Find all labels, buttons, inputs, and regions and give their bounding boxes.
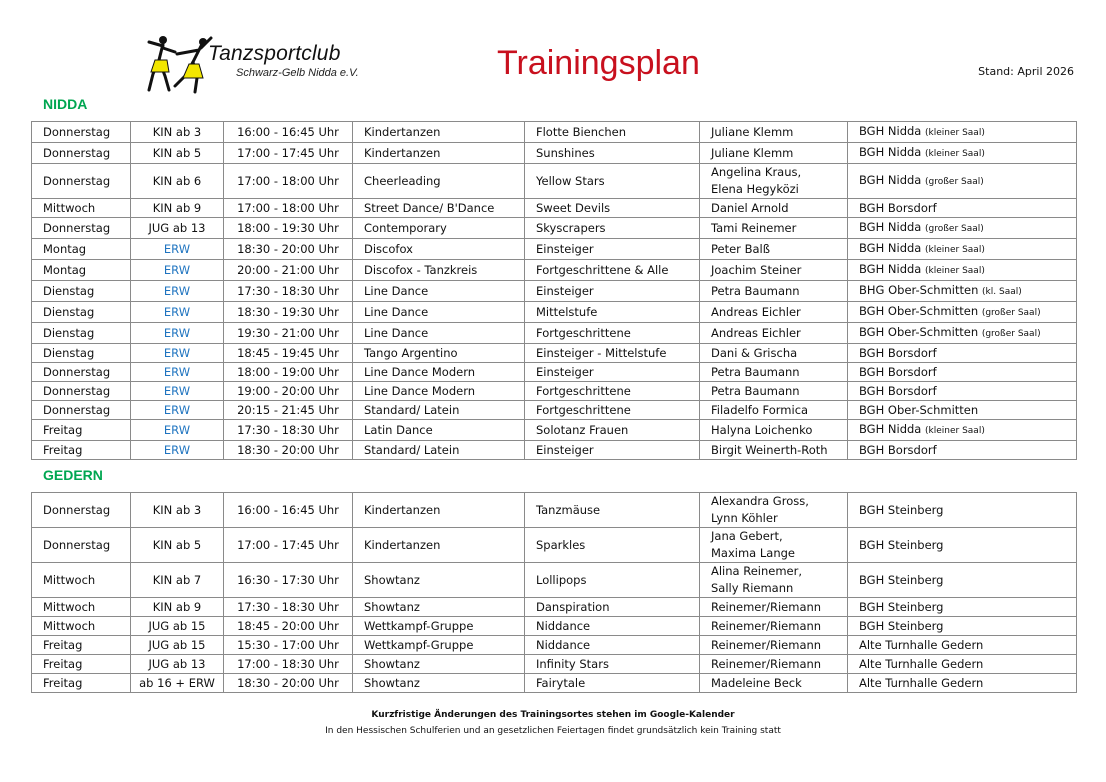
table-row — [32, 617, 1077, 636]
group-cell: ERW — [131, 441, 224, 460]
location-name: BGH Ober-Schmitten — [859, 403, 979, 417]
footer-note-changes: Kurzfristige Änderungen des Trainingsortes stehen im Google-Kalender — [371, 710, 735, 720]
day-cell: Mittwoch — [32, 598, 131, 617]
table-row — [32, 323, 1077, 344]
group-cell: KIN ab 6 — [131, 164, 224, 199]
style-cell: Latin Dance — [353, 420, 525, 441]
day-cell: Donnerstag — [32, 401, 131, 420]
trainer-line: Lynn Köhler — [711, 511, 778, 525]
stand-date: Stand: April 2026 — [978, 65, 1074, 78]
location-name: BGH Borsdorf — [859, 443, 937, 457]
location-name: BGH Steinberg — [859, 538, 944, 552]
time-cell: 16:00 - 16:45 Uhr — [224, 493, 353, 528]
section-heading-nidda: NIDDA — [43, 96, 88, 112]
style-cell: Line Dance — [353, 281, 525, 302]
group-name-cell: Infinity Stars — [525, 655, 700, 674]
location-name: BGH Nidda — [859, 220, 922, 234]
time-cell: 17:00 - 17:45 Uhr — [224, 143, 353, 164]
group-name-cell: Flotte Bienchen — [525, 122, 700, 143]
trainer-cell: Reinemer/Riemann — [700, 655, 848, 674]
day-cell: Dienstag — [32, 281, 131, 302]
group-cell: JUG ab 15 — [131, 636, 224, 655]
time-cell: 18:30 - 20:00 Uhr — [224, 441, 353, 460]
group-name-cell: Lollipops — [525, 563, 700, 598]
time-cell: 17:00 - 18:30 Uhr — [224, 655, 353, 674]
day-cell: Freitag — [32, 441, 131, 460]
location-note: (großer Saal) — [981, 308, 1041, 318]
time-cell: 17:30 - 18:30 Uhr — [224, 281, 353, 302]
trainer-cell: Madeleine Beck — [700, 674, 848, 693]
trainer-cell: Petra Baumann — [700, 363, 848, 382]
day-cell: Donnerstag — [32, 122, 131, 143]
style-cell: Wettkampf-Gruppe — [353, 636, 525, 655]
location-cell — [848, 382, 1077, 401]
style-cell: Cheerleading — [353, 164, 525, 199]
nidda-schedule-table — [31, 121, 1077, 460]
location-name: BGH Steinberg — [859, 619, 944, 633]
table-row — [32, 598, 1077, 617]
table-row — [32, 401, 1077, 420]
day-cell: Freitag — [32, 420, 131, 441]
table-row — [32, 382, 1077, 401]
style-cell: Discofox — [353, 239, 525, 260]
day-cell: Montag — [32, 239, 131, 260]
location-name: Alte Turnhalle Gedern — [859, 676, 984, 690]
group-cell: ERW — [131, 281, 224, 302]
group-cell: ERW — [131, 382, 224, 401]
trainer-cell: Tami Reinemer — [700, 218, 848, 239]
group-name-cell: Niddance — [525, 617, 700, 636]
location-cell — [848, 199, 1077, 218]
day-cell: Dienstag — [32, 323, 131, 344]
style-cell: Showtanz — [353, 674, 525, 693]
group-name-cell: Tanzmäuse — [525, 493, 700, 528]
trainer-cell: Juliane Klemm — [700, 122, 848, 143]
trainer-cell: Filadelfo Formica — [700, 401, 848, 420]
time-cell: 20:15 - 21:45 Uhr — [224, 401, 353, 420]
style-cell: Wettkampf-Gruppe — [353, 617, 525, 636]
style-cell: Contemporary — [353, 218, 525, 239]
footer-note-holidays: In den Hessischen Schulferien und an gesetzlichen Feiertagen findet grundsätzlich kein Training statt — [325, 726, 781, 736]
day-cell: Freitag — [32, 636, 131, 655]
trainer-cell: Reinemer/Riemann — [700, 617, 848, 636]
table-row — [32, 363, 1077, 382]
location-cell — [848, 441, 1077, 460]
location-cell — [848, 617, 1077, 636]
gedern-schedule-table — [31, 492, 1077, 693]
trainer-line: Maxima Lange — [711, 546, 795, 560]
table-row — [32, 199, 1077, 218]
group-name-cell: Mittelstufe — [525, 302, 700, 323]
group-name-cell: Yellow Stars — [525, 164, 700, 199]
trainer-cell: Dani & Grischa — [700, 344, 848, 363]
trainer-cell: Juliane Klemm — [700, 143, 848, 164]
table-row — [32, 563, 1077, 598]
location-note: (kleiner Saal) — [925, 245, 985, 255]
trainer-line: Elena Hegyközi — [711, 182, 799, 196]
time-cell: 18:45 - 19:45 Uhr — [224, 344, 353, 363]
day-cell: Freitag — [32, 674, 131, 693]
day-cell: Mittwoch — [32, 617, 131, 636]
location-name: BGH Borsdorf — [859, 365, 937, 379]
group-cell: KIN ab 5 — [131, 528, 224, 563]
location-cell — [848, 363, 1077, 382]
style-cell: Standard/ Latein — [353, 441, 525, 460]
time-cell: 18:00 - 19:00 Uhr — [224, 363, 353, 382]
location-name: BGH Nidda — [859, 262, 922, 276]
location-cell — [848, 563, 1077, 598]
trainer-cell: Petra Baumann — [700, 281, 848, 302]
location-name: BGH Borsdorf — [859, 384, 937, 398]
trainer-cell — [700, 164, 848, 199]
location-cell — [848, 122, 1077, 143]
group-cell: ERW — [131, 239, 224, 260]
table-row — [32, 122, 1077, 143]
trainer-line: Alina Reinemer, — [711, 564, 803, 578]
location-name: BGH Nidda — [859, 241, 922, 255]
day-cell: Dienstag — [32, 344, 131, 363]
day-cell: Mittwoch — [32, 199, 131, 218]
location-note: (kleiner Saal) — [925, 266, 985, 276]
trainer-cell: Reinemer/Riemann — [700, 636, 848, 655]
group-name-cell: Fortgeschrittene — [525, 382, 700, 401]
style-cell: Standard/ Latein — [353, 401, 525, 420]
table-row — [32, 655, 1077, 674]
location-cell — [848, 239, 1077, 260]
group-cell: ERW — [131, 344, 224, 363]
trainer-cell: Daniel Arnold — [700, 199, 848, 218]
trainer-cell: Halyna Loichenko — [700, 420, 848, 441]
trainer-cell: Andreas Eichler — [700, 323, 848, 344]
group-cell: KIN ab 3 — [131, 493, 224, 528]
location-name: BHG Ober-Schmitten — [859, 283, 979, 297]
group-name-cell: Sparkles — [525, 528, 700, 563]
page-title: Trainingsplan — [497, 44, 700, 82]
location-note: (großer Saal) — [981, 329, 1041, 339]
trainer-cell — [700, 493, 848, 528]
time-cell: 18:30 - 19:30 Uhr — [224, 302, 353, 323]
group-name-cell: Einsteiger — [525, 363, 700, 382]
location-name: BGH Nidda — [859, 124, 922, 138]
style-cell: Kindertanzen — [353, 528, 525, 563]
location-cell — [848, 636, 1077, 655]
trainer-cell: Reinemer/Riemann — [700, 598, 848, 617]
trainer-line: Alexandra Gross, — [711, 494, 809, 508]
table-row — [32, 143, 1077, 164]
style-cell: Street Dance/ B'Dance — [353, 199, 525, 218]
group-cell: JUG ab 15 — [131, 617, 224, 636]
style-cell: Line Dance Modern — [353, 382, 525, 401]
location-cell — [848, 323, 1077, 344]
group-name-cell: Einsteiger — [525, 281, 700, 302]
group-cell: ERW — [131, 323, 224, 344]
location-name: BGH Ober-Schmitten — [859, 304, 979, 318]
group-name-cell: Fortgeschrittene & Alle — [525, 260, 700, 281]
location-note: (großer Saal) — [925, 224, 984, 234]
group-cell: JUG ab 13 — [131, 655, 224, 674]
group-name-cell: Sunshines — [525, 143, 700, 164]
location-note: (kl. Saal) — [982, 287, 1022, 297]
group-name-cell: Skyscrapers — [525, 218, 700, 239]
location-cell — [848, 218, 1077, 239]
style-cell: Showtanz — [353, 598, 525, 617]
style-cell: Discofox - Tanzkreis — [353, 260, 525, 281]
location-cell — [848, 401, 1077, 420]
location-name: BGH Steinberg — [859, 573, 944, 587]
style-cell: Line Dance — [353, 302, 525, 323]
time-cell: 17:00 - 18:00 Uhr — [224, 199, 353, 218]
location-cell — [848, 302, 1077, 323]
trainer-cell — [700, 528, 848, 563]
day-cell: Dienstag — [32, 302, 131, 323]
time-cell: 17:00 - 17:45 Uhr — [224, 528, 353, 563]
trainer-cell — [700, 563, 848, 598]
table-row — [32, 420, 1077, 441]
time-cell: 20:00 - 21:00 Uhr — [224, 260, 353, 281]
table-row — [32, 441, 1077, 460]
location-cell — [848, 493, 1077, 528]
location-name: BGH Borsdorf — [859, 201, 937, 215]
location-cell — [848, 598, 1077, 617]
trainer-cell: Andreas Eichler — [700, 302, 848, 323]
table-row — [32, 260, 1077, 281]
table-row — [32, 344, 1077, 363]
table-row — [32, 493, 1077, 528]
location-name: BGH Steinberg — [859, 600, 944, 614]
trainer-line: Angelina Kraus, — [711, 165, 802, 179]
group-cell: KIN ab 9 — [131, 199, 224, 218]
style-cell: Kindertanzen — [353, 122, 525, 143]
location-cell — [848, 260, 1077, 281]
group-cell: ab 16 + ERW — [131, 674, 224, 693]
group-name-cell: Einsteiger — [525, 239, 700, 260]
group-cell: ERW — [131, 260, 224, 281]
group-name-cell: Einsteiger — [525, 441, 700, 460]
group-name-cell: Niddance — [525, 636, 700, 655]
style-cell: Tango Argentino — [353, 344, 525, 363]
group-name-cell: Einsteiger - Mittelstufe — [525, 344, 700, 363]
day-cell: Donnerstag — [32, 493, 131, 528]
group-name-cell: Fortgeschrittene — [525, 401, 700, 420]
location-cell — [848, 655, 1077, 674]
group-cell: ERW — [131, 302, 224, 323]
day-cell: Donnerstag — [32, 218, 131, 239]
location-cell — [848, 344, 1077, 363]
table-row — [32, 218, 1077, 239]
time-cell: 17:30 - 18:30 Uhr — [224, 598, 353, 617]
style-cell: Line Dance — [353, 323, 525, 344]
group-cell: ERW — [131, 401, 224, 420]
trainer-line: Jana Gebert, — [711, 529, 783, 543]
location-note: (kleiner Saal) — [925, 128, 985, 138]
group-cell: KIN ab 9 — [131, 598, 224, 617]
time-cell: 18:45 - 20:00 Uhr — [224, 617, 353, 636]
day-cell: Donnerstag — [32, 528, 131, 563]
table-row — [32, 528, 1077, 563]
time-cell: 16:00 - 16:45 Uhr — [224, 122, 353, 143]
location-name: BGH Nidda — [859, 422, 922, 436]
group-name-cell: Sweet Devils — [525, 199, 700, 218]
trainer-cell: Joachim Steiner — [700, 260, 848, 281]
group-cell: ERW — [131, 363, 224, 382]
location-name: BGH Steinberg — [859, 503, 944, 517]
time-cell: 18:00 - 19:30 Uhr — [224, 218, 353, 239]
club-name: Tanzsportclub — [208, 42, 341, 65]
day-cell: Donnerstag — [32, 164, 131, 199]
location-cell — [848, 528, 1077, 563]
table-row — [32, 674, 1077, 693]
time-cell: 15:30 - 17:00 Uhr — [224, 636, 353, 655]
group-name-cell: Solotanz Frauen — [525, 420, 700, 441]
group-cell: KIN ab 7 — [131, 563, 224, 598]
table-row — [32, 281, 1077, 302]
group-cell: JUG ab 13 — [131, 218, 224, 239]
day-cell: Mittwoch — [32, 563, 131, 598]
time-cell: 18:30 - 20:00 Uhr — [224, 239, 353, 260]
group-name-cell: Fairytale — [525, 674, 700, 693]
club-subtitle: Schwarz-Gelb Nidda e.V. — [236, 67, 359, 79]
location-cell — [848, 281, 1077, 302]
location-name: BGH Nidda — [859, 173, 922, 187]
location-cell — [848, 164, 1077, 199]
style-cell: Showtanz — [353, 563, 525, 598]
location-name: BGH Ober-Schmitten — [859, 325, 979, 339]
day-cell: Freitag — [32, 655, 131, 674]
day-cell: Donnerstag — [32, 382, 131, 401]
location-note: (kleiner Saal) — [925, 149, 985, 159]
day-cell: Montag — [32, 260, 131, 281]
location-name: BGH Nidda — [859, 145, 922, 159]
table-row — [32, 302, 1077, 323]
style-cell: Kindertanzen — [353, 493, 525, 528]
location-name: BGH Borsdorf — [859, 346, 937, 360]
time-cell: 17:30 - 18:30 Uhr — [224, 420, 353, 441]
group-cell: KIN ab 3 — [131, 122, 224, 143]
location-cell — [848, 420, 1077, 441]
group-name-cell: Fortgeschrittene — [525, 323, 700, 344]
table-row — [32, 239, 1077, 260]
section-heading-gedern: GEDERN — [43, 467, 103, 483]
group-name-cell: Danspiration — [525, 598, 700, 617]
location-note: (großer Saal) — [925, 177, 984, 187]
group-cell: KIN ab 5 — [131, 143, 224, 164]
location-note: (kleiner Saal) — [925, 426, 985, 436]
time-cell: 19:00 - 20:00 Uhr — [224, 382, 353, 401]
time-cell: 17:00 - 18:00 Uhr — [224, 164, 353, 199]
day-cell: Donnerstag — [32, 143, 131, 164]
time-cell: 16:30 - 17:30 Uhr — [224, 563, 353, 598]
style-cell: Kindertanzen — [353, 143, 525, 164]
day-cell: Donnerstag — [32, 363, 131, 382]
trainer-cell: Birgit Weinerth-Roth — [700, 441, 848, 460]
location-name: Alte Turnhalle Gedern — [859, 638, 984, 652]
location-name: Alte Turnhalle Gedern — [859, 657, 984, 671]
table-row — [32, 164, 1077, 199]
time-cell: 18:30 - 20:00 Uhr — [224, 674, 353, 693]
location-cell — [848, 143, 1077, 164]
style-cell: Line Dance Modern — [353, 363, 525, 382]
trainer-cell: Petra Baumann — [700, 382, 848, 401]
table-row — [32, 636, 1077, 655]
trainer-line: Sally Riemann — [711, 581, 794, 595]
style-cell: Showtanz — [353, 655, 525, 674]
time-cell: 19:30 - 21:00 Uhr — [224, 323, 353, 344]
trainer-cell: Peter Balß — [700, 239, 848, 260]
group-cell: ERW — [131, 420, 224, 441]
location-cell — [848, 674, 1077, 693]
